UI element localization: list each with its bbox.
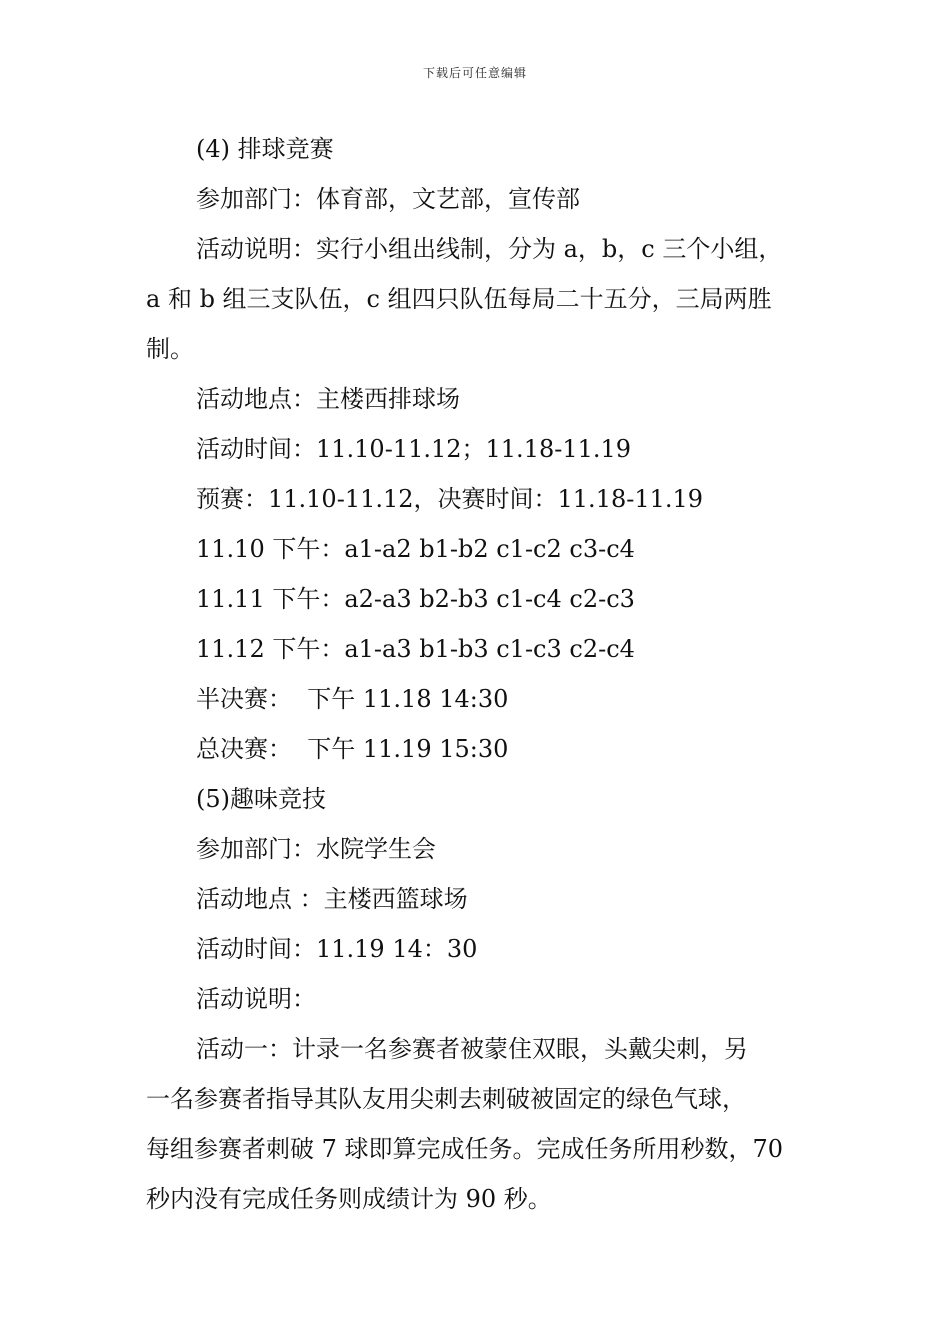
- activity-one-description-cont: 一名参赛者指导其队友用尖刺去刺破被固定的绿色气球，: [146, 1085, 746, 1113]
- activity-one-description-cont: 每组参赛者刺破 7 球即算完成任务。完成任务所用秒数，70: [146, 1135, 784, 1163]
- participating-departments-fun-games: 参加部门：水院学生会: [196, 835, 436, 863]
- activity-time-fun-games: 活动时间：11.19 14：30: [196, 935, 478, 963]
- activity-description-label: 活动说明：: [196, 985, 316, 1013]
- prelim-final-times: 预赛：11.10-11.12，决赛时间：11.18-11.19: [196, 485, 704, 513]
- section-heading-fun-games: (5)趣味竞技: [196, 785, 326, 813]
- activity-location-volleyball: 活动地点：主楼西排球场: [196, 385, 460, 413]
- section-heading-volleyball: (4) 排球竞赛: [196, 135, 334, 163]
- document-body: [146, 124, 826, 1224]
- semifinal-time: 半决赛： 下午 11.18 14:30: [196, 685, 509, 713]
- activity-description-volleyball: 活动说明：实行小组出线制，分为 a，b，c 三个小组，: [196, 235, 783, 263]
- activity-location-fun-games: 活动地点 ：主楼西篮球场: [196, 885, 468, 913]
- activity-time-volleyball: 活动时间：11.10-11.12；11.18-11.19: [196, 435, 632, 463]
- schedule-line: 11.11 下午：a2-a3 b2-b3 c1-c4 c2-c3: [196, 585, 635, 613]
- activity-one-description-end: 秒内没有完成任务则成绩计为 90 秒。: [146, 1185, 552, 1213]
- activity-description-volleyball-end: 制。: [146, 335, 194, 363]
- activity-description-volleyball-cont: a 和 b 组三支队伍，c 组四只队伍每局二十五分，三局两胜: [146, 285, 772, 313]
- participating-departments-volleyball: 参加部门：体育部，文艺部，宣传部: [196, 185, 580, 213]
- schedule-line: 11.10 下午：a1-a2 b1-b2 c1-c2 c3-c4: [196, 535, 635, 563]
- final-time: 总决赛： 下午 11.19 15:30: [196, 735, 509, 763]
- page-header-note: 下载后可任意编辑: [422, 66, 527, 80]
- activity-one-description: 活动一：计录一名参赛者被蒙住双眼，头戴尖刺，另: [196, 1035, 748, 1063]
- schedule-line: 11.12 下午：a1-a3 b1-b3 c1-c3 c2-c4: [196, 635, 635, 663]
